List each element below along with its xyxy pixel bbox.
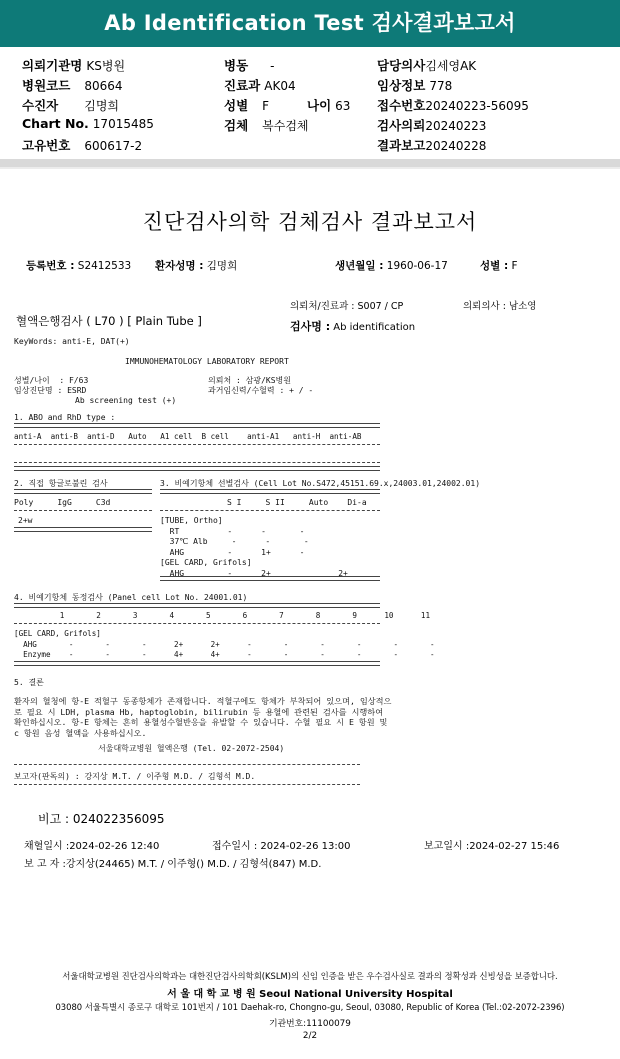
- doctor-value: 김세영AK: [425, 59, 477, 73]
- divider: [14, 764, 360, 765]
- abo-columns: anti-A anti-B anti-D Auto A1 cell B cell anti-A1 anti-H anti-AB: [14, 432, 362, 441]
- section-panel: 4. 비예기항체 동정검사 (Panel cell Lot No. 24001.01): [14, 593, 248, 602]
- dob-value: 1960-06-17: [386, 260, 448, 272]
- divider: [160, 576, 380, 581]
- lab-header: IMMUNOHEMATOLOGY LABORATORY REPORT: [125, 357, 289, 366]
- divider: [14, 510, 152, 511]
- page-title: Ab Identification Test 검사결과보고서: [0, 0, 620, 47]
- hospital-value: KS병원: [86, 59, 126, 73]
- divider: [14, 603, 380, 608]
- sex-label: 성별: [224, 98, 249, 113]
- report-datetime: 보고일시 :2024-02-27 15:46: [424, 841, 560, 852]
- report-document: [0, 170, 620, 1059]
- receipt-value: 20240223-56095: [425, 99, 529, 113]
- panel-columns: 1 2 3 4 5 6 7 8 9 10 11: [14, 611, 431, 620]
- section-dat: 2. 직접 항글로불린 검사: [14, 479, 108, 488]
- ref-doctor: 의뢰의사 : 남소영: [463, 301, 537, 312]
- panel-results: [GEL CARD, Grifols] AHG - - - 2+ 2+ - - - - - - Enzyme - - - 4+ 4+ - - - - - -: [14, 629, 435, 659]
- sexage-line: 성별/나이 : F/63: [14, 376, 89, 385]
- footer-address: 03080 서울특별시 종로구 대학로 101번지 / 101 Daehak-ro, Chongno-gu, Seoul, 03080, Republic of Korea (Tel.:02-2072-2396): [55, 1002, 565, 1012]
- section-screen: 3. 비예기항체 선별검사 (Cell Lot No.S472,45151.69.x,24003.01,24002.01): [160, 479, 481, 488]
- code-value: 80664: [84, 79, 123, 93]
- patient-label: 수진자: [22, 98, 59, 113]
- divider: [14, 623, 380, 624]
- divider: [14, 462, 380, 463]
- test-name-label: 검사명 :: [290, 320, 331, 333]
- sex2-label: 성별 :: [480, 260, 509, 272]
- divider: [14, 527, 152, 532]
- divider: [160, 489, 380, 494]
- section-abo: 1. ABO and RhD type :: [14, 413, 116, 422]
- chart-value: 17015485: [92, 117, 154, 131]
- age-value: 63: [335, 99, 351, 113]
- request-value: 20240223: [425, 119, 487, 133]
- test-title: 혈액은행검사 ( L70 ) [ Plain Tube ]: [16, 314, 202, 328]
- history-line: 과거임신력/수혈력 : + / -: [208, 386, 314, 395]
- screen-line: Ab screening test (+): [75, 396, 177, 405]
- referral-line: 의뢰처 : 삼광/KS병원: [208, 376, 291, 385]
- section-conclusion: 5. 결론: [14, 678, 44, 687]
- code-label: 병원코드: [22, 78, 71, 93]
- patient-value: 김명희: [84, 99, 120, 113]
- age-label: 나이: [307, 98, 332, 113]
- divider: [14, 661, 380, 666]
- clinical-value: 778: [429, 79, 453, 93]
- page-number: 2/2: [302, 1031, 318, 1041]
- ward-value: -: [270, 59, 275, 73]
- collect-datetime: 채혈일시 :2024-02-26 12:40: [24, 841, 160, 852]
- doctor-label: 담당의사: [377, 58, 426, 73]
- screen-results: [TUBE, Ortho] RT - - - 37℃ Alb - - - AHG - 1+ - [GEL CARD, Grifols] AHG - 2+ 2+: [160, 516, 348, 578]
- conclusion-text: 환자의 혈청에 항-E 적혈구 동종항체가 존재합니다. 적혈구에도 항체가 부착되어 있으며, 임상적으로 필요 시 LDH, plasma Hb, haptoglobin, bilirubin 등 용혈에 관련된 검사를 시행하여 확인하십시오. 항-E 항체는 흔히 용혈성수혈반응을 유발할 수 있습니다. 수혈 필요 시 E 항원 및 c 항원 음성 혈액을 사용하십시오.: [14, 696, 392, 738]
- specimen-value: 복수검체: [262, 119, 309, 133]
- hospital-label: 의뢰기관명: [22, 58, 83, 73]
- id-value: 600617-2: [84, 139, 143, 153]
- result-value: 20240228: [425, 139, 487, 153]
- certification-text: 서울대학교병원 진단검사의학과는 대한진단검사의학회(KSLM)의 신임 인증을 받은 우수검사실로 결과의 정확성과 신빙성을 보증합니다.: [62, 971, 558, 981]
- divider: [0, 167, 620, 169]
- divider: [0, 159, 620, 167]
- remark-value: 024022356095: [72, 812, 165, 826]
- dob-label: 생년월일 :: [335, 260, 384, 272]
- divider: [14, 444, 380, 445]
- reg-value: S2412533: [77, 260, 132, 272]
- report-title: 진단검사의학 검체검사 결과보고서: [142, 210, 478, 234]
- dat-value: 2+w: [18, 516, 33, 525]
- chart-label: Chart No.: [22, 116, 89, 131]
- test-name-value: Ab identification: [333, 322, 416, 333]
- institution-number: 기관번호:11100079: [269, 1019, 351, 1029]
- dept-value: AK04: [264, 79, 296, 93]
- screen-columns: S I S II Auto Di-a: [227, 498, 367, 507]
- divider: [160, 510, 380, 511]
- ref-dept: 의뢰처/진료과 : S007 / CP: [290, 301, 404, 312]
- reporter-signature: 보 고 자 :강지상(24465) M.T. / 이주형() M.D. / 김형석(847) M.D.: [24, 859, 322, 870]
- divider: [14, 489, 152, 494]
- request-label: 검사의뢰: [377, 118, 426, 133]
- remark-label: 비고 :: [38, 812, 70, 826]
- keywords: KeyWords: anti-E, DAT(+): [14, 337, 130, 346]
- id-label: 고유번호: [22, 138, 71, 153]
- name-label: 환자성명 :: [155, 260, 204, 272]
- sex2-value: F: [511, 260, 518, 272]
- name-value: 김명희: [206, 260, 238, 272]
- ward-label: 병동: [224, 58, 249, 73]
- patient-info-block: [0, 50, 620, 160]
- divider: [14, 784, 360, 785]
- divider: [14, 423, 380, 428]
- dat-columns: Poly IgG C3d: [14, 498, 111, 507]
- specimen-label: 검체: [224, 118, 249, 133]
- diagnosis-line: 임상진단명 : ESRD: [14, 386, 87, 395]
- dept-label: 진료과: [224, 78, 261, 93]
- receive-datetime: 접수일시 : 2024-02-26 13:00: [212, 841, 351, 852]
- reg-label: 등록번호 :: [26, 260, 75, 272]
- sex-value: F: [262, 99, 270, 113]
- footer-hospital: 서 울 대 학 교 병 원 Seoul National University Hospital: [167, 989, 453, 1000]
- reporter-line: 보고자(판독의) : 강지상 M.T. / 이주형 M.D. / 김형석 M.D.: [14, 772, 256, 781]
- blood-bank-line: 서울대학교병원 혈액은행 (Tel. 02-2072-2504): [98, 744, 285, 753]
- receipt-label: 접수번호: [377, 98, 426, 113]
- divider: [14, 466, 380, 471]
- clinical-label: 임상정보: [377, 78, 426, 93]
- result-label: 결과보고: [377, 138, 426, 153]
